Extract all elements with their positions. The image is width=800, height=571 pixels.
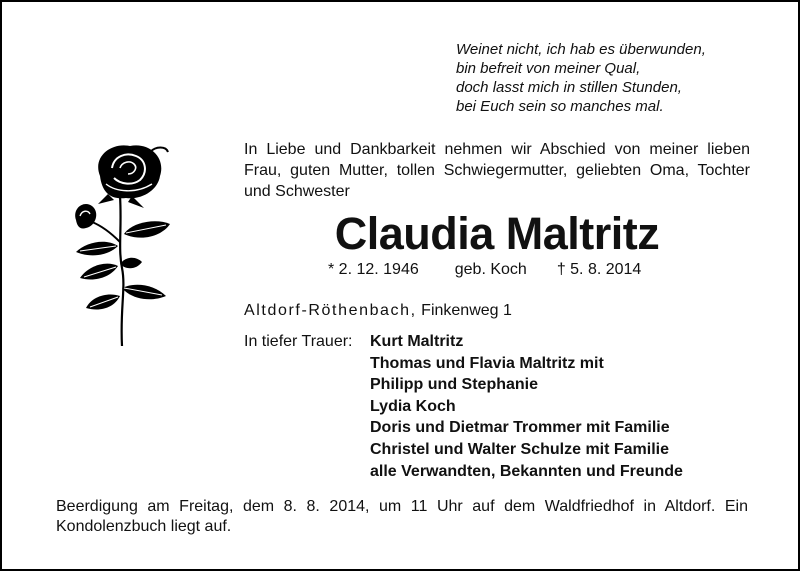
- poem-line: bei Euch sein so manches mal.: [456, 98, 664, 115]
- poem-line: bin befreit von meiner Qual,: [456, 60, 641, 77]
- poem: [456, 40, 776, 116]
- birth-date: * 2. 12. 1946: [328, 261, 419, 278]
- mourner: Thomas und Flavia Maltritz mit: [370, 354, 604, 372]
- death-date: † 5. 8. 2014: [556, 261, 642, 278]
- intro-text: In Liebe und Dankbarkeit nehmen wir Abschied von meiner lieben Frau, guten Mutter, tollen Schwiegermutter, geliebten Oma, Tochter und Schwester: [244, 141, 750, 200]
- mourners-label: In tiefer Trauer:: [244, 333, 353, 350]
- mourners-list: [370, 331, 683, 482]
- poem-line: Weinet nicht, ich hab es überwunden,: [456, 41, 706, 58]
- maiden-name: geb. Koch: [454, 261, 527, 278]
- poem-line: doch lasst mich in stillen Stunden,: [456, 79, 682, 96]
- mourner: Doris und Dietmar Trommer mit Familie: [370, 419, 670, 437]
- deceased-name: Claudia Maltritz: [334, 208, 660, 259]
- mourner: Lydia Koch: [370, 397, 456, 415]
- funeral-info: Beerdigung am Freitag, dem 8. 8. 2014, um 11 Uhr auf dem Waldfriedhof in Altdorf. Ein Kondolenzbuch liegt auf.: [56, 498, 748, 535]
- address-street: Finkenweg 1: [416, 302, 512, 319]
- address: [244, 300, 512, 322]
- rose-icon: [62, 138, 174, 350]
- mourner: Kurt Maltritz: [370, 333, 464, 350]
- mourner: Philipp und Stephanie: [370, 376, 538, 394]
- life-dates: [328, 259, 641, 281]
- mourner: alle Verwandten, Bekannten und Freunde: [370, 462, 683, 480]
- mourner: Christel und Walter Schulze mit Familie: [370, 440, 670, 458]
- address-city: Altdorf-Röthenbach,: [244, 302, 417, 319]
